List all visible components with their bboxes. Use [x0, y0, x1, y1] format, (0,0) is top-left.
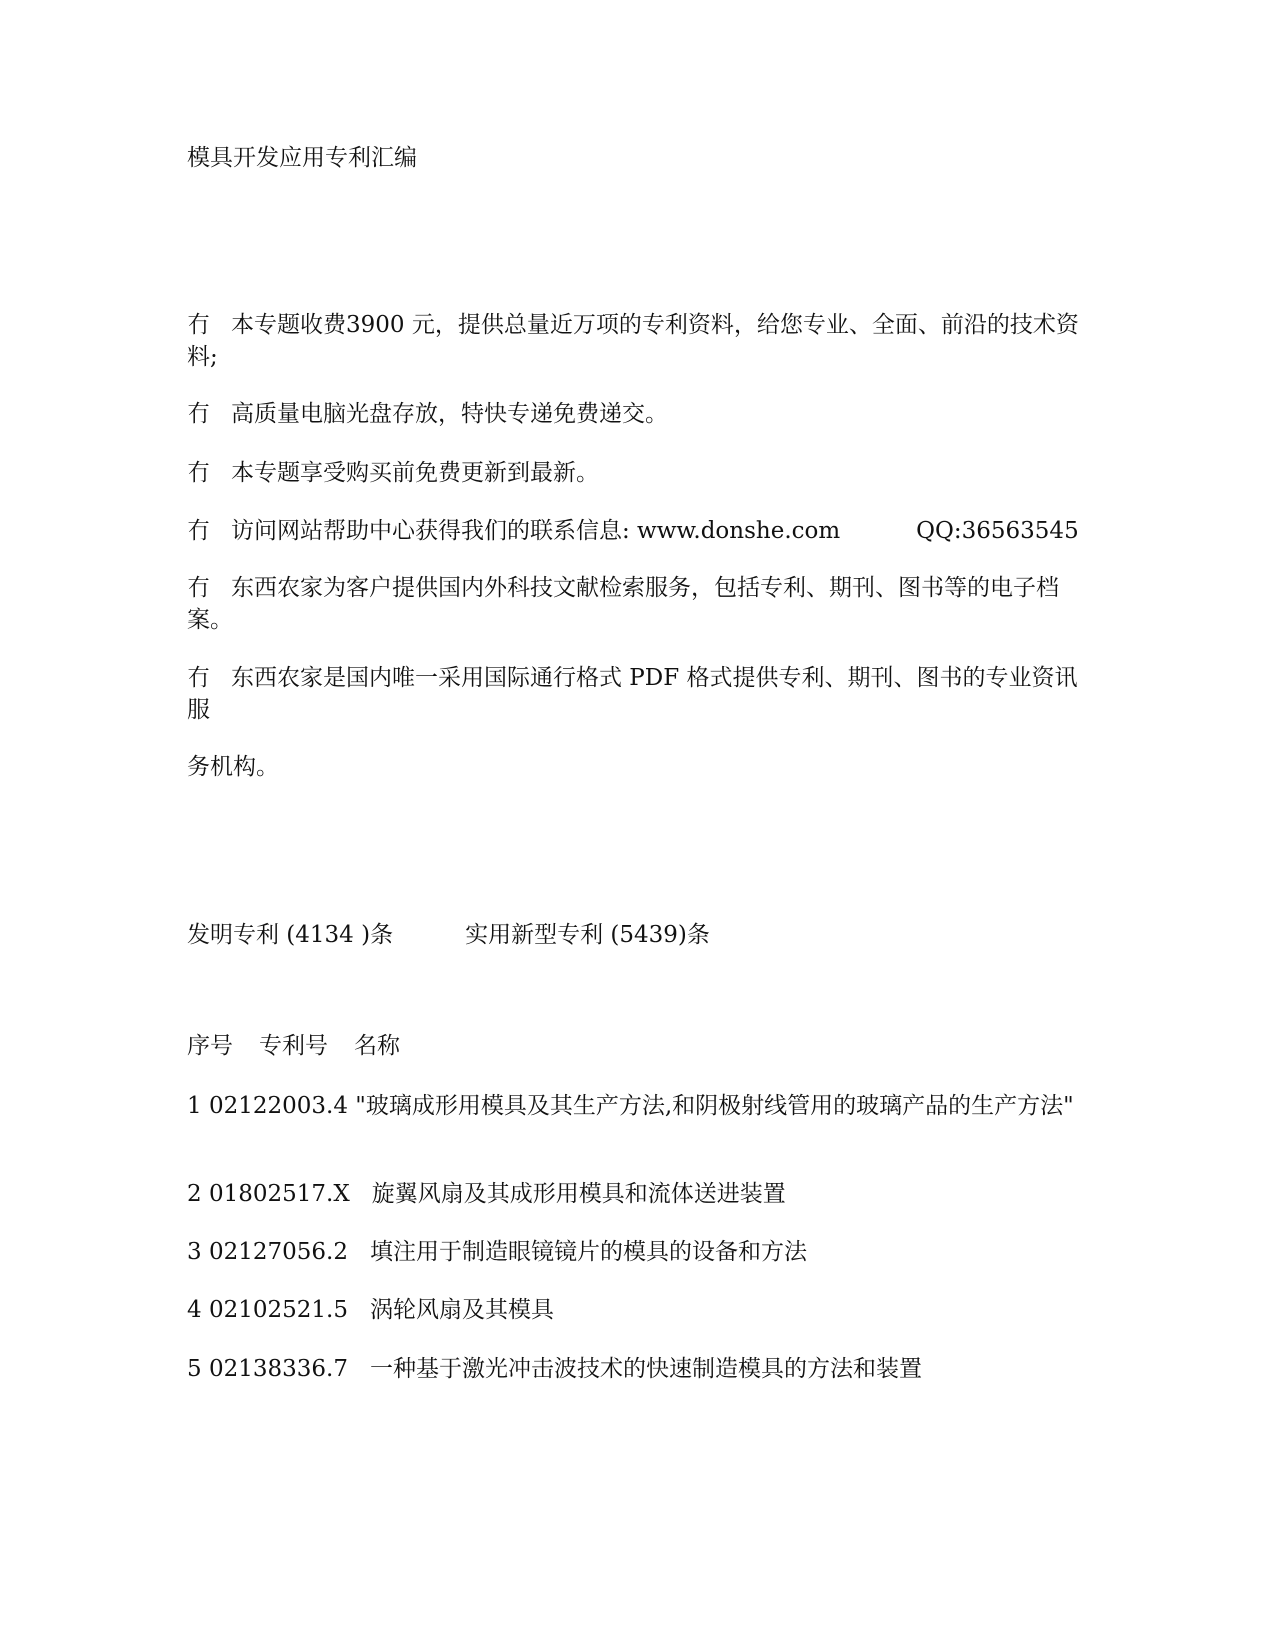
bullet-item: [187, 457, 599, 489]
row-name: 一种基于激光冲击波技术的快速制造模具的方法和装置: [369, 1356, 922, 1382]
bullet-text: 东西农家是国内唯一采用国际通行格式 PDF 格式提供专利、期刊、图书的专业资讯服: [187, 665, 1078, 723]
bullet-glyph: 冇: [187, 575, 210, 601]
bullet-text: 高质量电脑光盘存放，特快专递免费递交。: [231, 401, 668, 427]
bullet-item: [187, 398, 668, 430]
utility-count: 实用新型专利 (5439)条: [465, 922, 710, 948]
table-row: [187, 1090, 1087, 1122]
bullet-text: 本专题享受购买前免费更新到最新。: [231, 460, 599, 486]
bullet-glyph: 冇: [187, 665, 210, 691]
bullet-glyph: 冇: [187, 401, 210, 427]
bullet-text: 本专题收费3900 元，提供总量近万项的专利资料，给您专业、全面、前沿的技术资料;: [187, 312, 1079, 370]
row-num: 5: [187, 1356, 202, 1382]
row-patent: 02138336.7: [208, 1356, 348, 1382]
bullet-item: [187, 662, 1087, 726]
bullet-glyph: 冇: [187, 312, 210, 338]
row-name: 涡轮风扇及其模具: [369, 1297, 554, 1323]
row-patent: 02127056.2: [208, 1239, 348, 1265]
qq-contact: QQ:36563545: [916, 518, 1079, 544]
bullet-item: [187, 572, 1087, 636]
row-num: 3: [187, 1239, 202, 1265]
bullet-item: [187, 309, 1087, 373]
row-num: 2: [187, 1181, 202, 1207]
table-row: [187, 1178, 786, 1210]
header-name: 名称: [354, 1033, 400, 1059]
continuation-text: 务机构。: [187, 754, 279, 780]
row-name: 旋翼风扇及其成形用模具和流体送进装置: [371, 1181, 786, 1207]
row-patent: 02122003.4: [208, 1093, 348, 1119]
bullet-glyph: 冇: [187, 518, 210, 544]
header-seq: 序号: [187, 1033, 233, 1059]
row-num: 4: [187, 1297, 202, 1323]
bullet-text: 东西农家为客户提供国内外科技文献检索服务，包括专利、期刊、图书等的电子档案。: [187, 575, 1059, 633]
invention-count: 发明专利 (4134 )条: [187, 922, 394, 948]
document-title: 模具开发应用专利汇编: [187, 145, 417, 171]
bullet-item: [187, 515, 1079, 547]
row-num: 1: [187, 1093, 202, 1119]
row-patent: 01802517.X: [208, 1181, 350, 1207]
table-header: [187, 1030, 400, 1062]
table-row: [187, 1353, 922, 1385]
bullet-glyph: 冇: [187, 460, 210, 486]
table-row: [187, 1294, 554, 1326]
bullet-text: 访问网站帮助中心获得我们的联系信息: www.donshe.com: [231, 518, 841, 544]
row-name: "玻璃成形用模具及其生产方法,和阴极射线管用的玻璃产品的生产方法": [355, 1093, 1074, 1119]
table-row: [187, 1236, 807, 1268]
header-patent-no: 专利号: [259, 1033, 328, 1059]
row-patent: 02102521.5: [208, 1297, 348, 1323]
patent-stats: [187, 919, 710, 951]
row-name: 填注用于制造眼镜镜片的模具的设备和方法: [369, 1239, 807, 1265]
